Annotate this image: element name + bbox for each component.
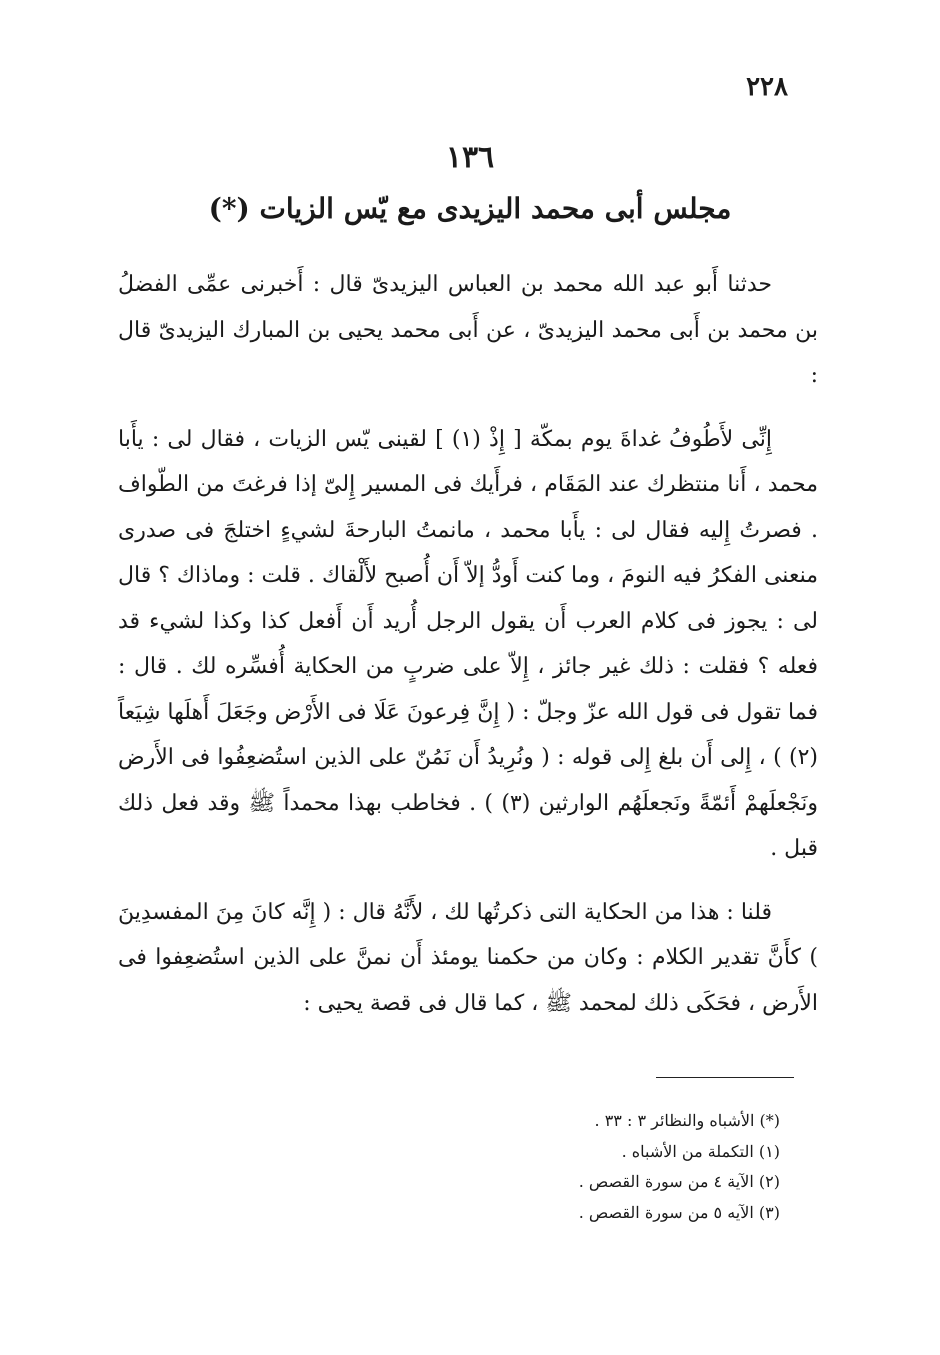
section-number: ١٣٦ — [445, 140, 495, 175]
footnote-1: (١) التكملة من الأشباه . — [621, 1141, 780, 1161]
footnotes — [140, 1106, 780, 1228]
paragraph-3: قلنا : هذا من الحكاية التى ذكرتُها لك ، لأَنَّهُ قال : ( إِنَّه كانَ مِنَ المفسدِينَ ) كأَنَّ تقدير الكلام : وكان من حكمنا يومئذ أَن نمنَّ على الذين استُضعِفوا فى الأَرض ، فحَكَى ذلك لمحمد ﷺ ، كما قال فى قصة يحيى : — [118, 899, 819, 1016]
body-text — [118, 262, 818, 1044]
paragraph-2: إِنِّى لأَطُوفُ غداةَ يوم بمكّة [ إِذْ (١) ] لقينى يّس الزيات ، فقال لى : يأَبا محمد ، أَنا منتظرك عند المَقَام ، فرأَيك فى المسير إِلىّ إذا فرغتَ من الطّواف . فصرتُ إِليه فقال لى : يأَبا محمد ، مانمتُ البارحةَ لشيءٍ اختلجَ فى صدرى منعنى الفكرُ فيه النومَ ، وما كنت أَودُّ إلاّ أَن أُصبح لأَلْقاك . قلت : وماذاك ؟ قال لى : يجوز فى كلام العرب أَن يقول الرجل أُريد أَن أَفعل كذا وكذا لشيء قد فعله ؟ فقلت : ذلك غير جائز ، إِلاّ على ضربٍ من الحكاية أُفسِّره لك . قال : فما تقول فى قول الله عزّ وجلّ : ( إِنَّ فِرعونَ عَلَا فى الأَرْض وجَعَلَ أَهلَها شِيَعاً (٢) ) ، إِلى أَن بلغ إِلى قوله : ( ونُرِيدُ أَن نَمُنّ على الذين استُضعِفُوا فى الأَرض ونَجْعلَهمْ أَئمّةً ونَجعلَهُم الوارثين (٣) ) . فخاطب بهذا محمداً ﷺ وقد فعل ذلك قبل . — [118, 426, 819, 861]
footnote-3: (٣) الآيه ٥ من سورة القصص . — [578, 1202, 780, 1222]
section-title: مجلس أبى محمد اليزيدى مع يّس الزيات (*) — [208, 192, 732, 225]
footnote-divider — [656, 1077, 794, 1078]
page-number: ٢٢٨ — [746, 72, 788, 102]
footnote-star: (*) الأشباه والنظائر ٣ : ٣٣ . — [594, 1111, 780, 1130]
footnote-2: (٢) الآية ٤ من سورة القصص . — [578, 1172, 780, 1191]
paragraph-1: حدثنا أَبو عبد الله محمد بن العباس اليزيدىّ قال : أَخبرنى عمِّى الفضلُ بن محمد بن أَبى محمد اليزيدىّ ، عن أَبى محمد يحيى بن المبارك اليزيدىّ قال : — [118, 272, 818, 388]
